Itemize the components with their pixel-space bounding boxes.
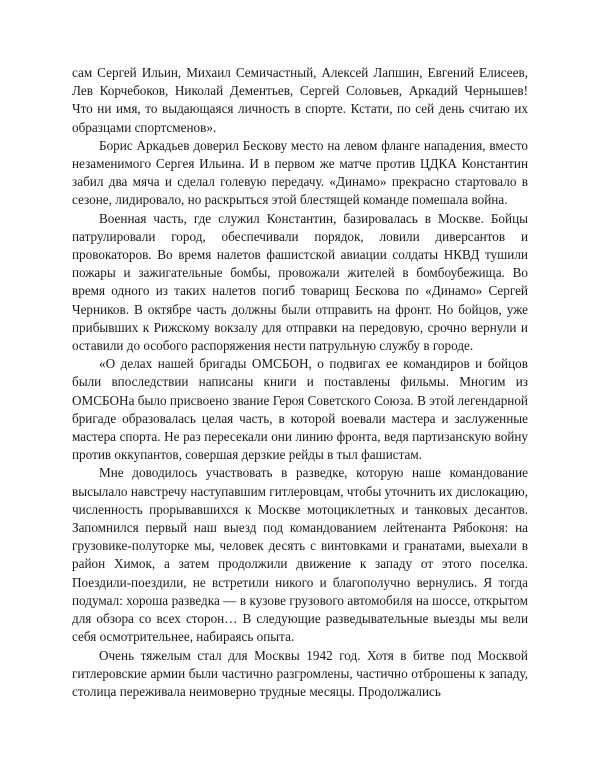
paragraph-4: «О делах нашей бригады ОМСБОН, о подвигах ее командиров и бойцов были впоследствии написаны книги и поставлены фильмы. Многим из ОМСБОНа было присвоено звание Героя Советского Союза. В этой легендарной бригаде образовалась целая часть, в которой воевали мастера и заслуженные мастера спорта. Не раз пересекали они линию фронта, ведя партизанскую войну против оккупантов, совершая дерзкие рейды в тыл фашистам. xyxy=(72,356,528,463)
paragraph-2: Борис Аркадьев доверил Бескову место на левом фланге нападения, вместо незаменимого Сергея Ильина. И в первом же матче против ЦДКА Константин забил два мяча и сделал голевую передачу. «Динамо» прекрасно стартовало в сезоне, лидировало, но раскрыться этой блестящей команде помешала война. xyxy=(72,137,528,208)
paragraph-5: Мне доводилось участвовать в разведке, которую наше командование высылало навстречу наступавшим гитлеровцам, чтобы уточнить их дислокацию, численность прорывавшихся к Москве мотоциклетных и танковых десантов. Запомнился первый наш выезд под командованием лейтенанта Рябоконя: на грузовике-полуторке мы, человек десять с винтовками и гранатами, выехали в район Химок, а затем продолжили движение к западу от этого поселка. Поездили-поездили, не встретили никого и благополучно вернулись. Я тогда подумал: хороша разведка — в кузове грузового автомобиля на шоссе, открытом для обзора со всех сторон… В следующие разведывательные выезды мы вели себя осмотрительнее, набираясь опыта. xyxy=(72,465,528,645)
paragraph-1: сам Сергей Ильин, Михаил Семичастный, Алексей Лапшин, Евгений Елисеев, Лев Корчебоков, Николай Дементьев, Сергей Соловьев, Аркадий Чернышев! Что ни имя, то выдающаяся личность в спорте. Кстати, по сей день считаю их образцами спортсменов». xyxy=(72,65,528,135)
document-page xyxy=(72,64,528,701)
paragraph-3: Военная часть, где служил Константин, базировалась в Москве. Бойцы патрулировали город, обеспечивали порядок, ловили диверсантов и провокаторов. Во время налетов фашистской авиации солдаты НКВД тушили пожары и зажигательные бомбы, провожали жителей в бомбоубежища. Во время одного из таких налетов погиб товарищ Бескова по «Динамо» Сергей Черников. В октябре часть должны были отправить на фронт. Но бойцов, уже прибывших к Рижскому вокзалу для отправки на передовую, срочно вернули и оставили до особого распоряжения нести патрульную службу в городе. xyxy=(72,210,528,354)
paragraph-6: Очень тяжелым стал для Москвы 1942 год. Хотя в битве под Москвой гитлеровские армии были частично разгромлены, частично отброшены к западу, столица переживала неимоверно трудные месяцы. Продолжались xyxy=(72,647,528,699)
